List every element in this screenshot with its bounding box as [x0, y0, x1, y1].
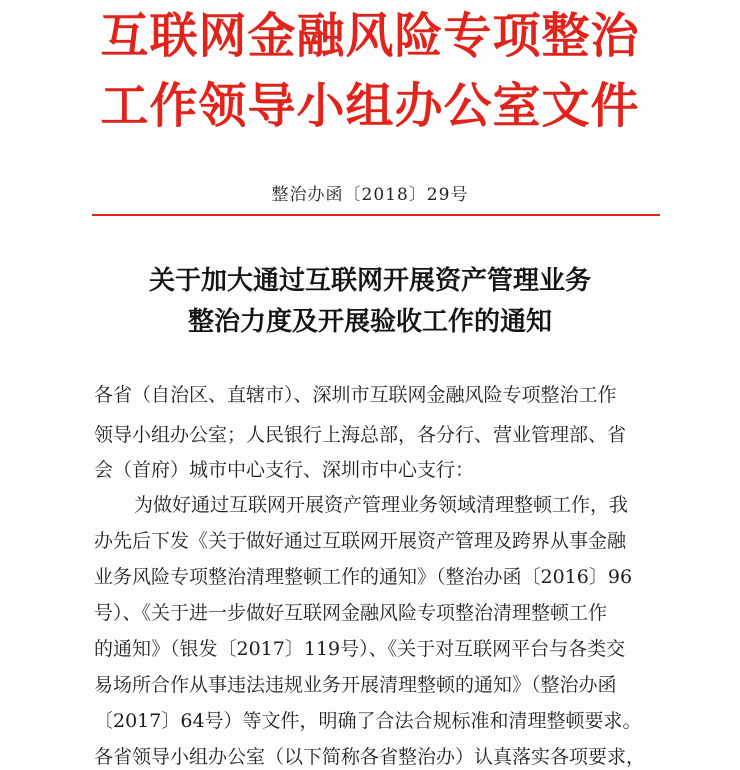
body-line-6: 业务风险专项整治清理整顿工作的通知》（整治办函〔2016〕96	[94, 566, 633, 588]
masthead-line-1: 互联网金融风险专项整治	[100, 8, 640, 64]
body-line-7: 号）、《关于进一步做好互联网金融风险专项整治清理整顿工作	[94, 602, 608, 624]
body-line-10: 〔2017〕64号）等文件，明确了合法合规标准和清理整顿要求。	[94, 710, 642, 732]
body-line-9: 易场所合作从事违法违规业务开展清理整顿的通知》（整治办函	[94, 674, 617, 696]
body-line-1: 各省（自治区、直辖市）、深圳市互联网金融风险专项整治工作	[94, 384, 617, 406]
document-title-line-2: 整治力度及开展验收工作的通知	[187, 307, 552, 337]
document-number: 整治办函〔2018〕29号	[271, 185, 469, 205]
body-line-2: 领导小组办公室；人民银行上海总部，各分行、营业管理部、省	[94, 424, 627, 446]
body-line-3: 会（首府）城市中心支行、深圳市中心支行：	[94, 459, 475, 481]
body-line-8: 的通知》（银发〔2017〕119号）、《关于对互联网平台与各类交	[94, 638, 626, 660]
red-divider	[92, 214, 660, 216]
body-line-11: 各省领导小组办公室（以下简称各省整治办）认真落实各项要求，	[94, 746, 646, 768]
masthead-line-2: 工作领导小组办公室文件	[100, 78, 640, 134]
body-line-4: 为做好通过互联网开展资产管理业务领域清理整顿工作，我	[134, 494, 629, 516]
document-title-line-1: 关于加大通过互联网开展资产管理业务	[148, 266, 591, 296]
body-line-5: 办先后下发《关于做好通过互联网开展资产管理及跨界从事金融	[94, 530, 627, 552]
